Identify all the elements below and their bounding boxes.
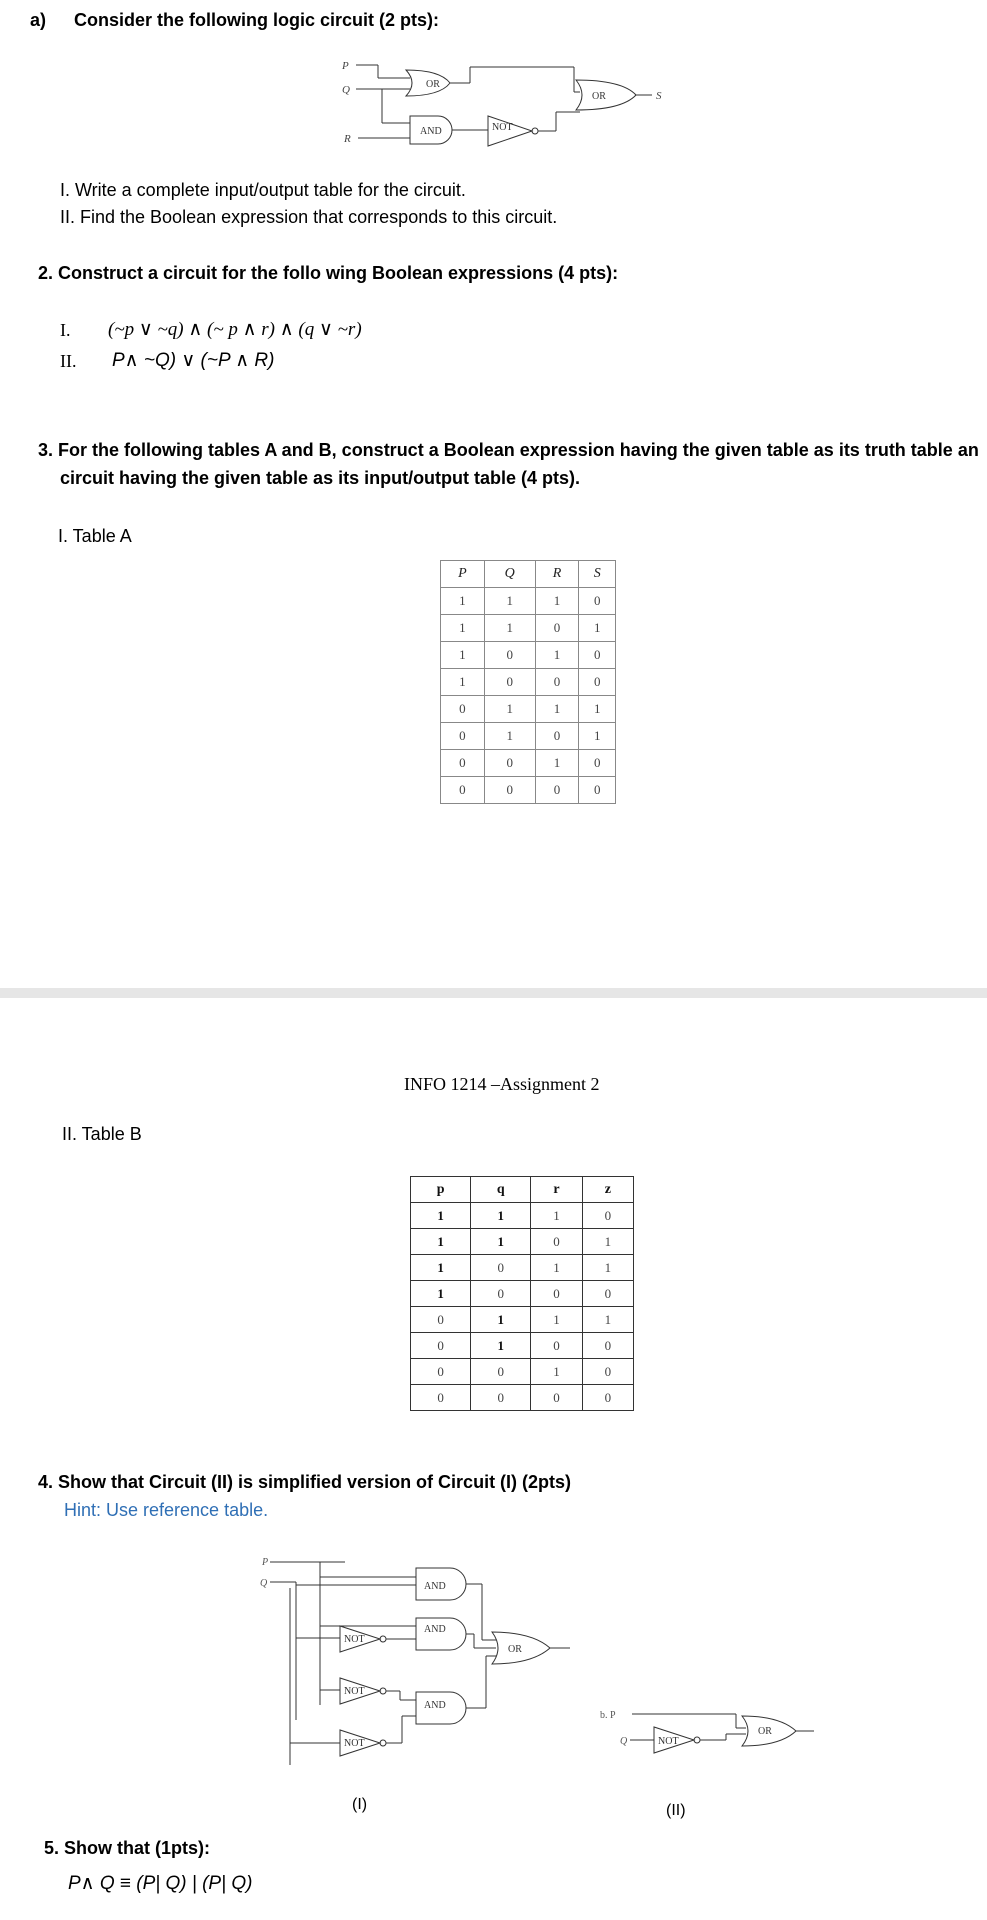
circuit-a-not-label: NOT — [492, 122, 513, 133]
table-b-cell: 1 — [411, 1255, 471, 1281]
table-b-cell: 1 — [582, 1255, 633, 1281]
table-a-cell: 0 — [441, 750, 485, 777]
circuit-a-input-r: R — [344, 133, 351, 145]
table-a-cell: 0 — [535, 777, 579, 804]
table-b-cell: 0 — [471, 1255, 531, 1281]
table-b-header: p — [411, 1177, 471, 1203]
circuit-1-not3-label: NOT — [344, 1738, 365, 1749]
table-a-cell: 1 — [579, 696, 616, 723]
question-2-num-1: I. — [60, 320, 71, 340]
circuit-a-or1-label: OR — [426, 79, 440, 90]
question-a-title: Consider the following logic circuit (2 pts): — [74, 10, 440, 30]
table-a-cell: 0 — [441, 696, 485, 723]
table-b-cell: 1 — [582, 1229, 633, 1255]
circuit-2 — [596, 1700, 816, 1760]
table-a-header: R — [535, 561, 579, 588]
table-a-header: P — [441, 561, 485, 588]
table-a-cell: 1 — [484, 696, 535, 723]
table-a-cell: 0 — [441, 723, 485, 750]
table-b-cell: 1 — [531, 1307, 582, 1333]
truth-table-b — [410, 1176, 634, 1411]
question-5-title: 5. Show that (1pts): — [44, 1838, 210, 1858]
circuit-1-and3-label: AND — [424, 1700, 446, 1711]
table-a-cell: 1 — [441, 615, 485, 642]
circuit-1-or-label: OR — [508, 1644, 522, 1655]
table-row — [441, 750, 616, 777]
circuit-a-and-label: AND — [420, 126, 442, 137]
table-row — [441, 669, 616, 696]
table-b-cell: 0 — [411, 1333, 471, 1359]
table-a-cell: 0 — [535, 615, 579, 642]
question-a-label: a) — [30, 10, 47, 30]
circuit-2-input-p: b. P — [600, 1710, 616, 1721]
table-b-cell: 0 — [582, 1333, 633, 1359]
question-5-expression: P∧ Q ≡ (P| Q) | (P| Q) — [68, 1873, 253, 1894]
table-row — [411, 1203, 634, 1229]
table-b-cell: 0 — [582, 1203, 633, 1229]
table-a-cell: 0 — [484, 669, 535, 696]
table-row — [411, 1385, 634, 1411]
circuit-1-and2-label: AND — [424, 1624, 446, 1635]
circuit-a-or2-label: OR — [592, 91, 606, 102]
circuit-2-not-label: NOT — [658, 1736, 679, 1747]
table-row — [411, 1307, 634, 1333]
table-a-cell: 1 — [441, 642, 485, 669]
table-row — [411, 1281, 634, 1307]
table-b-cell: 0 — [471, 1359, 531, 1385]
table-b-header: q — [471, 1177, 531, 1203]
table-a-cell: 1 — [484, 615, 535, 642]
table-a-cell: 1 — [441, 588, 485, 615]
table-a-cell: 0 — [535, 669, 579, 696]
table-a-cell: 1 — [579, 723, 616, 750]
question-4-title: 4. Show that Circuit (II) is simplified version of Circuit (I) (2pts) — [38, 1472, 572, 1492]
table-a-cell: 0 — [535, 723, 579, 750]
circuit-a-output-s: S — [656, 90, 662, 102]
table-a-cell: 1 — [484, 588, 535, 615]
table-a-cell: 1 — [441, 669, 485, 696]
table-b-cell: 0 — [531, 1229, 582, 1255]
table-a-cell: 0 — [484, 777, 535, 804]
table-b-cell: 1 — [471, 1307, 531, 1333]
table-b-header-row — [411, 1177, 634, 1203]
table-row — [411, 1359, 634, 1385]
question-a-item-2: II. Find the Boolean expression that corresponds to this circuit. — [60, 207, 558, 227]
table-a-cell: 0 — [441, 777, 485, 804]
circuit-1 — [250, 1550, 580, 1770]
question-a-item-1: I. Write a complete input/output table for the circuit. — [60, 180, 466, 200]
table-a-cell: 1 — [535, 642, 579, 669]
table-b-cell: 0 — [471, 1385, 531, 1411]
table-a-label: I. Table A — [58, 526, 132, 546]
question-2-expression-1: (~p ∨ ~q) ∧ (~ p ∧ r) ∧ (q ∨ ~r) — [108, 319, 362, 340]
question-4-hint: Hint: Use reference table. — [64, 1500, 269, 1520]
table-b-cell: 1 — [471, 1333, 531, 1359]
table-b-cell: 1 — [582, 1307, 633, 1333]
table-b-cell: 1 — [531, 1255, 582, 1281]
table-a-cell: 1 — [535, 588, 579, 615]
table-a-header-row — [441, 561, 616, 588]
table-a-cell: 0 — [579, 642, 616, 669]
table-a-header: S — [579, 561, 616, 588]
table-b-cell: 0 — [411, 1359, 471, 1385]
table-a-cell: 1 — [535, 750, 579, 777]
table-row — [441, 588, 616, 615]
circuit-1-not1-label: NOT — [344, 1634, 365, 1645]
table-row — [441, 696, 616, 723]
table-b-cell: 0 — [531, 1333, 582, 1359]
circuit-a-input-p: P — [342, 60, 349, 72]
table-row — [441, 615, 616, 642]
table-a-header: Q — [484, 561, 535, 588]
table-row — [411, 1333, 634, 1359]
question-2-title: 2. Construct a circuit for the follo wing Boolean expressions (4 pts): — [38, 263, 619, 283]
table-row — [441, 642, 616, 669]
question-3-line-2: circuit having the given table as its input/output table (4 pts). — [60, 468, 581, 488]
question-2-num-2: II. — [60, 351, 77, 371]
table-row — [441, 723, 616, 750]
circuit-1-not2-label: NOT — [344, 1686, 365, 1697]
table-row — [441, 777, 616, 804]
circuit-2-or-label: OR — [758, 1726, 772, 1737]
table-b-label: II. Table B — [62, 1124, 142, 1144]
table-a-cell: 1 — [484, 723, 535, 750]
table-b-cell: 1 — [411, 1229, 471, 1255]
table-a-cell: 0 — [579, 669, 616, 696]
table-a-cell: 0 — [579, 777, 616, 804]
table-b-cell: 1 — [531, 1359, 582, 1385]
table-b-cell: 1 — [471, 1203, 531, 1229]
question-2-expression-2: P∧ ~Q) ∨ (~P ∧ R) — [112, 350, 275, 371]
logic-circuit-a — [330, 50, 710, 150]
circuit-1-and1-label: AND — [424, 1581, 446, 1592]
table-b-header: z — [582, 1177, 633, 1203]
page-break-divider — [0, 988, 987, 998]
table-b-cell: 0 — [531, 1281, 582, 1307]
circuit-1-input-q: Q — [260, 1578, 268, 1589]
table-a-cell: 0 — [579, 588, 616, 615]
circuit-a-input-q: Q — [342, 84, 350, 96]
table-b-header: r — [531, 1177, 582, 1203]
table-a-cell: 0 — [579, 750, 616, 777]
table-b-cell: 1 — [411, 1281, 471, 1307]
table-b-cell: 1 — [471, 1229, 531, 1255]
table-a-cell: 1 — [579, 615, 616, 642]
table-b-cell: 0 — [582, 1359, 633, 1385]
question-3-line-1: 3. For the following tables A and B, construct a Boolean expression having the given table as its truth table an — [38, 440, 979, 460]
table-a-cell: 1 — [535, 696, 579, 723]
table-a-cell: 0 — [484, 642, 535, 669]
truth-table-a — [440, 560, 616, 804]
circuit-2-label: (II) — [666, 1802, 686, 1819]
table-b-cell: 0 — [411, 1307, 471, 1333]
table-b-cell: 1 — [411, 1203, 471, 1229]
table-a-cell: 0 — [484, 750, 535, 777]
table-b-cell: 1 — [531, 1203, 582, 1229]
table-b-cell: 0 — [411, 1385, 471, 1411]
table-b-cell: 0 — [531, 1385, 582, 1411]
page-header: INFO 1214 –Assignment 2 — [404, 1074, 600, 1094]
table-b-cell: 0 — [582, 1281, 633, 1307]
table-row — [411, 1229, 634, 1255]
table-row — [411, 1255, 634, 1281]
table-b-cell: 0 — [471, 1281, 531, 1307]
table-b-cell: 0 — [582, 1385, 633, 1411]
circuit-2-input-q: Q — [620, 1736, 628, 1747]
circuit-1-label: (I) — [352, 1796, 368, 1813]
circuit-1-input-p: P — [262, 1557, 269, 1568]
